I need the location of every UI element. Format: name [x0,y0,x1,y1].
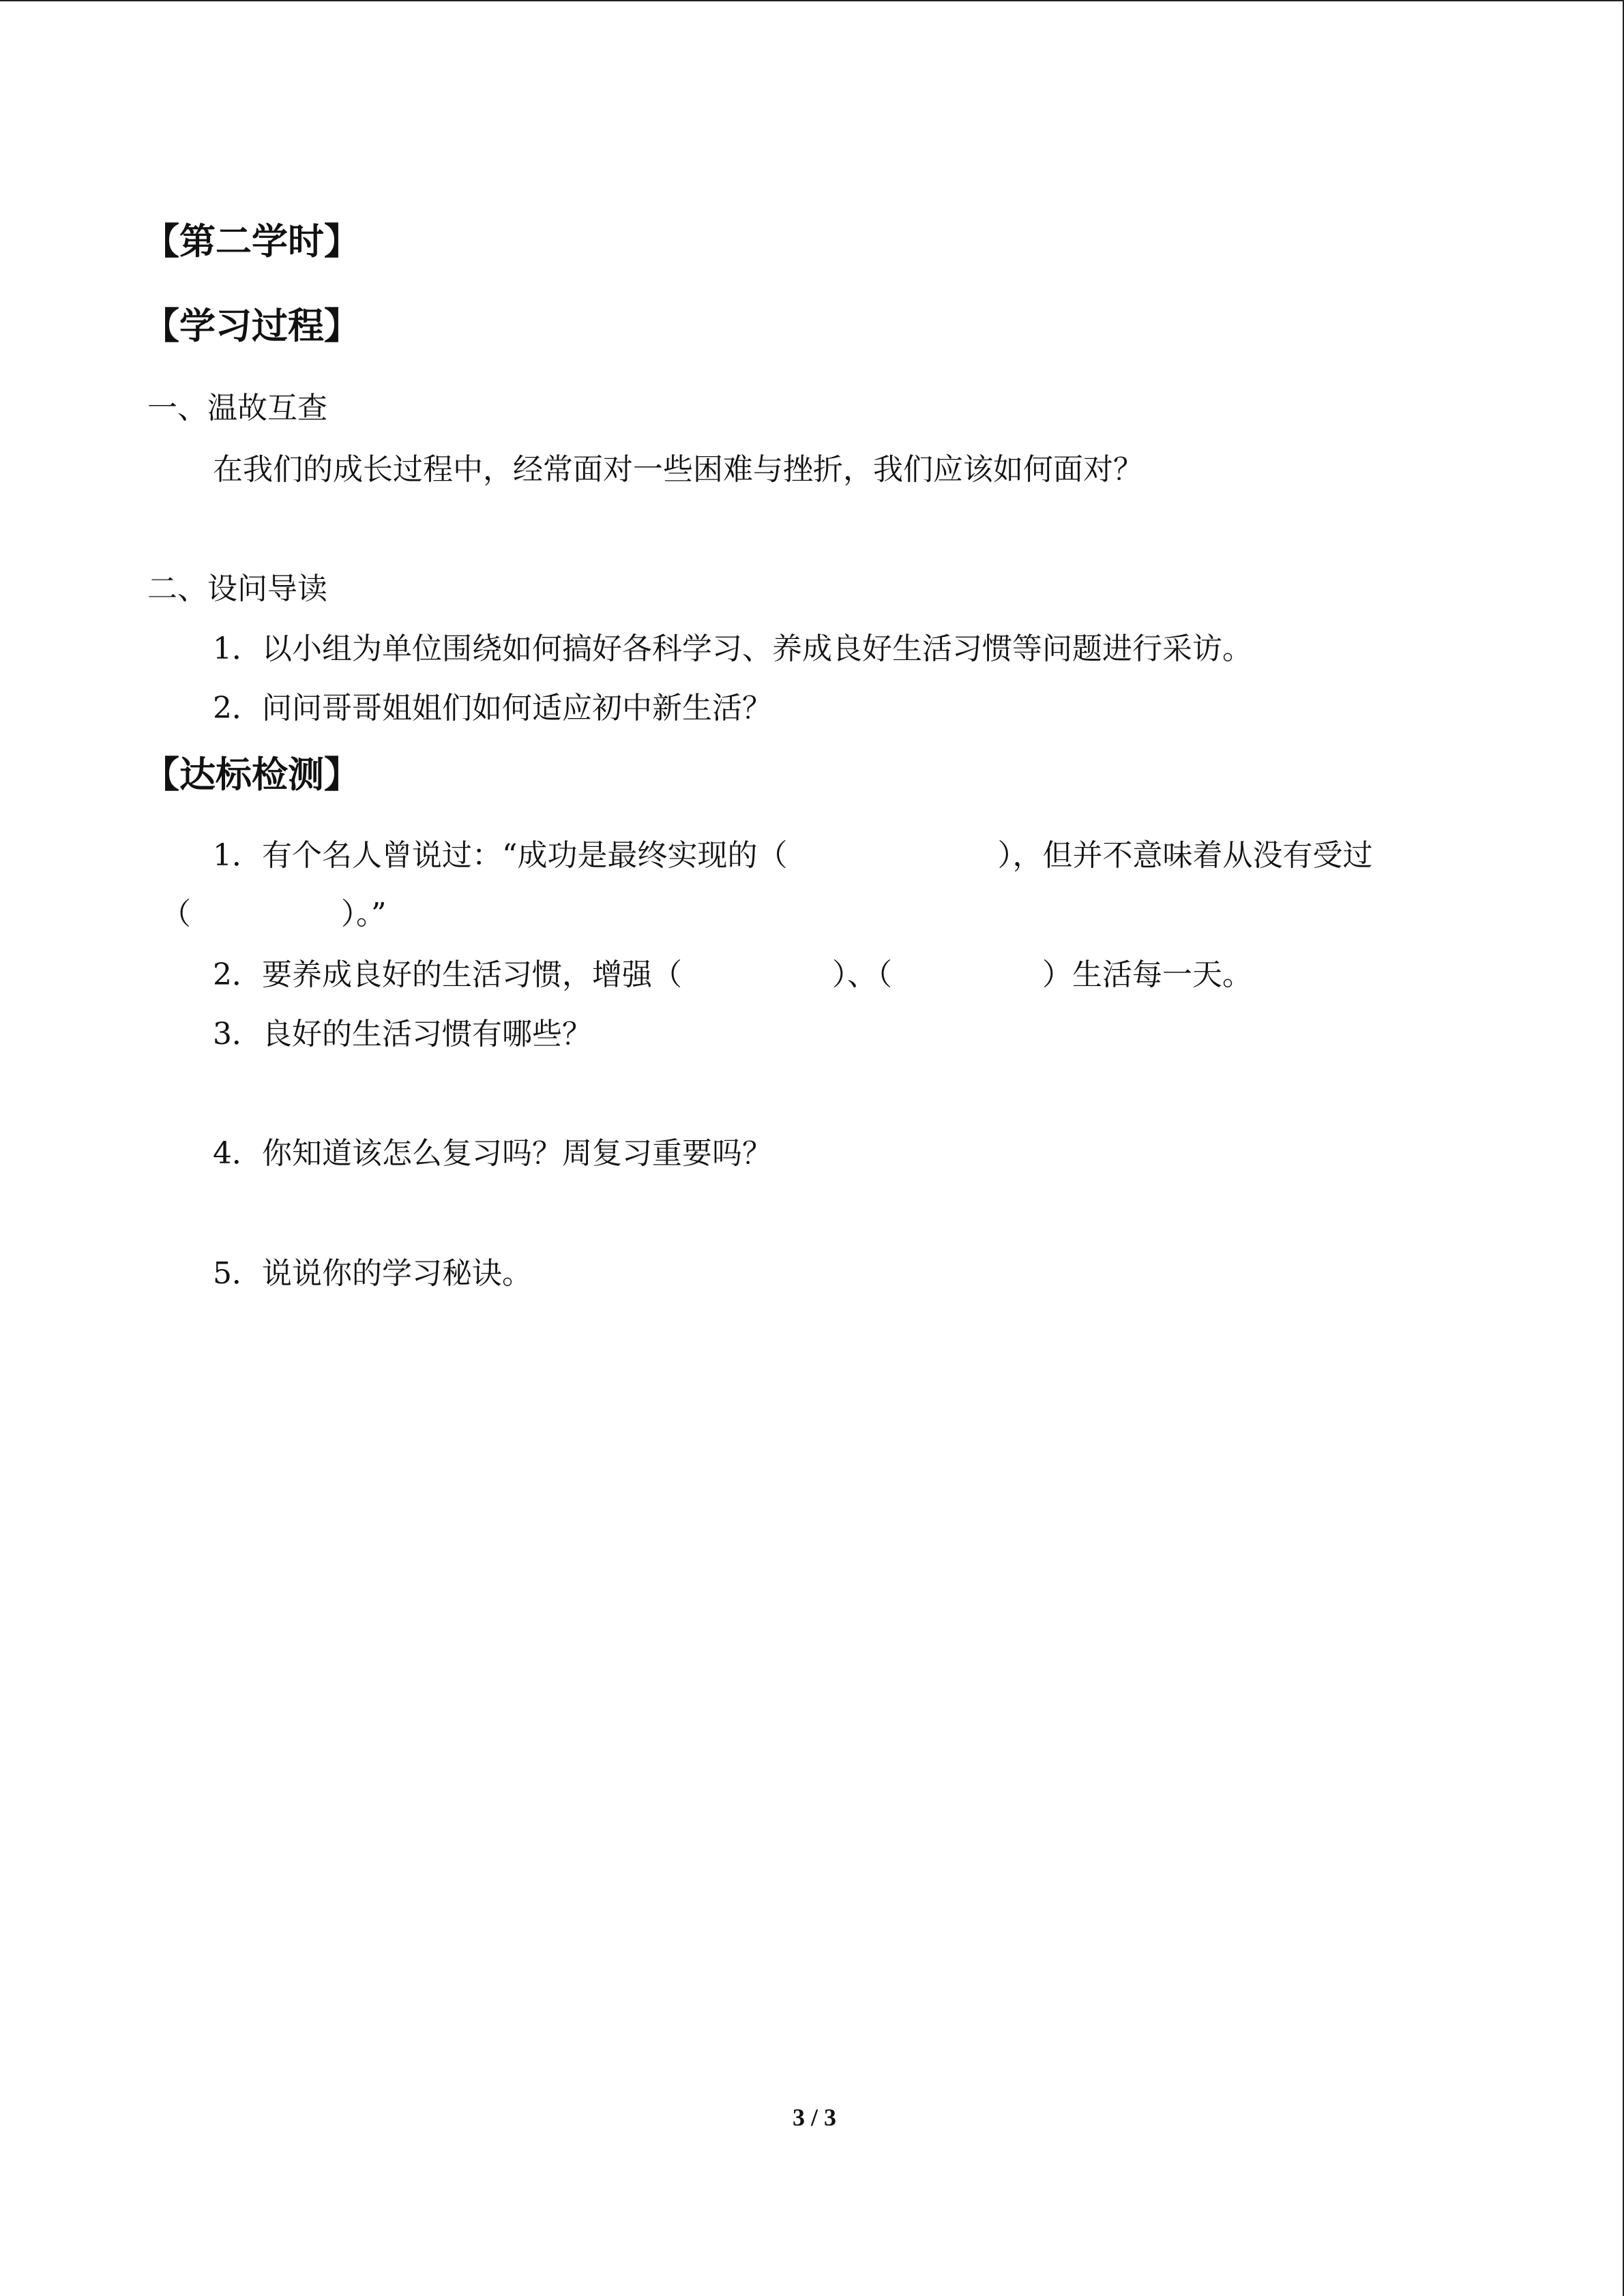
test-item-2: 2．要养成良好的生活习惯，增强（ ）、（ ）生活每一天。 [213,957,1252,992]
page-number: 3 / 3 [793,2104,837,2131]
test-item-4: 4．你知道该怎么复习吗？周复习重要吗？ [213,1136,772,1171]
heading-process: 【学习过程】 [143,305,360,347]
test-item-5: 5．说说你的学习秘诀。 [213,1256,532,1291]
section-title-guided-reading: 二、设问导读 [147,571,327,606]
test-item-1-line-1: 1．有个名人曾说过：“成功是最终实现的（ ），但并不意味着从没有受过 [213,838,1373,873]
guided-reading-item-2: 2．问问哥哥姐姐们如何适应初中新生活？ [213,691,772,726]
review-question: 在我们的成长过程中，经常面对一些困难与挫折，我们应该如何面对？ [213,452,1143,487]
heading-lesson: 【第二学时】 [143,221,360,263]
section-title-review: 一、温故互查 [147,391,327,426]
page-border-top [0,0,1624,1]
guided-reading-item-1: 1．以小组为单位围绕如何搞好各科学习、养成良好生活习惯等问题进行采访。 [213,631,1252,666]
heading-test: 【达标检测】 [143,754,360,796]
test-item-3: 3．良好的生活习惯有哪些？ [213,1017,592,1052]
test-item-1-line-2: （ ）。” [161,897,387,931]
